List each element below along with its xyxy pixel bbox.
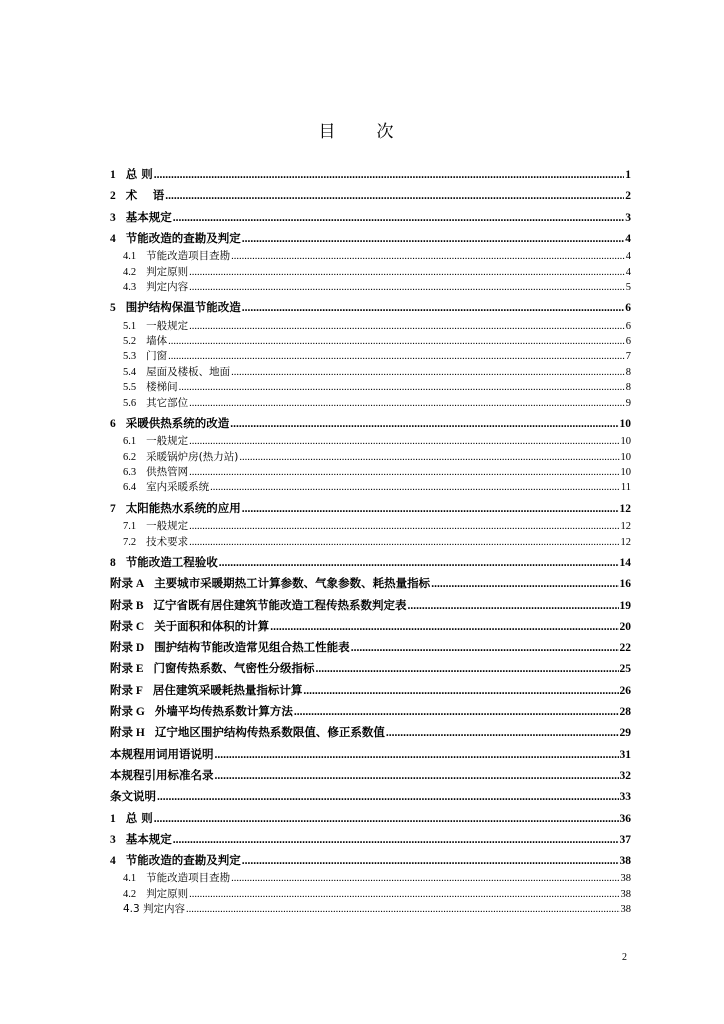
toc-entry-title: 太阳能热水系统的应用 [125, 500, 241, 515]
dot-leader [189, 887, 619, 902]
toc-entry-page: 12 [620, 536, 631, 548]
toc-entry-number: 4.2 [123, 888, 137, 900]
dot-leader [189, 319, 625, 334]
toc-entry-page: 22 [619, 642, 631, 655]
toc-entry-number: 4 [110, 855, 116, 868]
toc-entry[interactable] [110, 297, 631, 318]
toc-entry[interactable] [110, 164, 631, 185]
toc-entry-page: 33 [619, 791, 631, 804]
toc-entry-page: 19 [619, 599, 631, 612]
toc-entry[interactable] [110, 850, 631, 871]
toc-entry-page: 1 [625, 169, 631, 181]
toc-entry-number: 4.3 [123, 281, 137, 293]
toc-entry[interactable] [110, 573, 631, 594]
toc-entry[interactable] [110, 249, 631, 264]
toc-entry-page: 38 [620, 904, 631, 916]
toc-entry[interactable] [110, 334, 631, 349]
toc-entry-title: 辽宁省既有居住建筑节能改造工程传热系数判定表 [153, 597, 407, 612]
toc-entry-title: 判定原则 [146, 887, 189, 900]
toc-entry[interactable] [110, 616, 631, 637]
toc-entry[interactable] [110, 552, 631, 573]
dot-leader [189, 465, 619, 480]
toc-entry-title: 节能改造项目查勘 [146, 250, 231, 263]
toc-entry-number: 2 [110, 190, 116, 203]
toc-entry-title: 居住建筑采暖耗热量指标计算 [152, 682, 303, 697]
toc-entry-title: 判定原则 [146, 265, 189, 278]
toc-entry[interactable] [110, 434, 631, 449]
dot-leader [215, 745, 619, 765]
toc-entry-page: 10 [620, 451, 631, 463]
toc-entry-page: 14 [619, 556, 631, 569]
toc-entry-number: 1 [110, 169, 116, 181]
toc-entry-number: 5.6 [123, 397, 137, 409]
toc-entry-title: 其它部位 [146, 396, 189, 409]
toc-entry-title: 技术要求 [146, 535, 189, 548]
toc-entry-title: 屋面及楼板、地面 [146, 365, 231, 378]
toc-entry-page: 29 [619, 727, 631, 740]
toc-entry-number: 7 [110, 502, 116, 515]
toc-entry-number: 6.2 [123, 451, 137, 463]
toc-entry-title: 总 则 [125, 810, 153, 825]
dot-leader [270, 617, 618, 637]
toc-entry-title: 基本规定 [125, 209, 172, 224]
toc-entry-title: 条文说明 [110, 789, 156, 804]
dot-leader [231, 365, 625, 380]
toc-entry[interactable] [110, 765, 631, 786]
toc-entry-page: 37 [619, 833, 631, 846]
toc-entry[interactable] [110, 535, 631, 550]
toc-entry[interactable] [110, 808, 631, 829]
dot-leader [189, 434, 619, 449]
toc-entry-page: 16 [619, 578, 631, 591]
dot-leader [189, 280, 625, 295]
toc-entry[interactable] [110, 465, 631, 480]
dot-leader [173, 208, 625, 228]
dot-leader [154, 809, 619, 829]
toc-entry-title: 围护结构保温节能改造 [125, 300, 241, 315]
dot-leader [215, 766, 619, 786]
toc-entry[interactable] [110, 228, 631, 249]
toc-entry-title: 节能改造项目查勘 [146, 872, 231, 885]
toc-entry-page: 3 [625, 211, 631, 224]
toc-entry-title: 一般规定 [146, 319, 189, 332]
dot-leader [408, 596, 619, 616]
toc-entry[interactable] [110, 519, 631, 534]
toc-entry-number: 附录 C [110, 620, 145, 633]
toc-entry[interactable] [110, 902, 631, 917]
toc-entry-number: 4.1 [123, 873, 137, 885]
toc-entry-number: 5 [110, 302, 116, 315]
dot-leader [165, 186, 624, 206]
toc-entry[interactable] [110, 637, 631, 658]
toc-entry-title: 总 则 [125, 167, 153, 181]
toc-entry-title: 围护结构节能改造常见组合热工性能表 [154, 640, 350, 655]
dot-leader [239, 450, 619, 465]
toc-entry-number: 3 [110, 211, 116, 224]
toc-entry-page: 5 [625, 281, 631, 293]
toc-entry-page: 6 [625, 302, 631, 315]
toc-entry-page: 25 [619, 663, 631, 676]
toc-entry-number: 6 [110, 418, 116, 430]
dot-leader [189, 535, 619, 550]
toc-entry[interactable] [110, 365, 631, 380]
dot-leader [210, 480, 620, 495]
toc-entry-number: 7.2 [123, 536, 137, 548]
dot-leader [154, 165, 624, 185]
table-of-contents [110, 164, 631, 918]
dot-leader [168, 349, 625, 364]
toc-entry-title: 采暖锅炉房(热力站) [146, 450, 239, 463]
toc-entry-number: 附录 H [110, 727, 145, 740]
dot-leader [303, 681, 618, 701]
toc-entry-title: 节能改造工程验收 [125, 554, 218, 569]
dot-leader [386, 723, 619, 743]
toc-entry-number: 4.2 [123, 266, 137, 278]
toc-entry-title: 墙体 [146, 335, 168, 348]
toc-entry[interactable] [110, 871, 631, 886]
toc-entry-title: 室内采暖系统 [146, 481, 210, 494]
toc-entry-page: 8 [625, 382, 631, 394]
dot-leader [157, 787, 619, 807]
dot-leader [351, 638, 619, 658]
toc-entry[interactable] [110, 380, 631, 395]
page-number: 2 [622, 952, 627, 963]
toc-entry-number: 6.1 [123, 436, 137, 448]
dot-leader [231, 871, 619, 886]
dot-leader [230, 414, 618, 434]
toc-entry-page: 4 [625, 266, 631, 278]
dot-leader [186, 902, 619, 917]
toc-entry-title: 楼梯间 [146, 381, 178, 394]
toc-entry[interactable] [110, 744, 631, 765]
toc-entry[interactable] [110, 658, 631, 679]
toc-entry-page: 38 [619, 855, 631, 868]
toc-entry-title: 门窗 [146, 350, 168, 363]
toc-entry-title: 一般规定 [146, 435, 189, 448]
dot-leader [173, 830, 619, 850]
toc-entry-number: 5.2 [123, 336, 137, 348]
toc-entry-page: 10 [619, 418, 631, 430]
dot-leader [242, 499, 619, 519]
toc-entry-page: 7 [625, 351, 631, 363]
page-title: 目 次 [318, 122, 406, 142]
toc-entry[interactable] [110, 786, 631, 807]
toc-entry-page: 12 [620, 521, 631, 533]
toc-entry-page: 10 [620, 467, 631, 479]
toc-entry-title: 基本规定 [125, 831, 172, 846]
toc-entry-number: 6.3 [123, 467, 137, 479]
toc-entry-title: 关于面积和体积的计算 [154, 618, 270, 633]
toc-entry[interactable] [110, 349, 631, 364]
dot-leader [294, 702, 619, 722]
dot-leader [231, 249, 625, 264]
toc-entry-title: 判定内容 [146, 280, 189, 293]
toc-entry[interactable] [110, 701, 631, 722]
toc-entry-page: 10 [620, 436, 631, 448]
toc-entry-page: 32 [619, 769, 631, 782]
toc-entry[interactable] [110, 595, 631, 616]
toc-entry-title: 辽宁地区围护结构传热系数限值、修正系数值 [154, 725, 385, 740]
dot-leader [242, 851, 619, 871]
toc-entry[interactable] [110, 450, 631, 465]
toc-entry-number: 5.3 [123, 351, 137, 363]
toc-entry[interactable] [110, 319, 631, 334]
toc-entry-page: 8 [625, 366, 631, 378]
toc-entry[interactable] [110, 280, 631, 295]
toc-entry-number: 5.5 [123, 382, 137, 394]
toc-entry-number: 附录 F [110, 684, 143, 697]
toc-entry-page: 11 [620, 482, 631, 494]
toc-entry[interactable] [110, 498, 631, 519]
toc-entry-number: 5.4 [123, 366, 137, 378]
toc-entry-page: 28 [619, 706, 631, 719]
toc-entry-title: 术 语 [125, 188, 165, 203]
toc-entry-number: 附录 D [110, 642, 145, 655]
toc-entry-number: 4 [110, 232, 116, 245]
dot-leader [189, 519, 619, 534]
toc-entry-number: 7.1 [123, 521, 137, 533]
toc-entry-page: 6 [625, 320, 631, 332]
toc-entry[interactable] [110, 207, 631, 228]
toc-entry-title: 本规程引用标准名录 [110, 767, 214, 782]
toc-entry[interactable] [110, 185, 631, 206]
toc-entry[interactable] [110, 413, 631, 434]
toc-entry[interactable] [110, 265, 631, 280]
toc-entry[interactable] [110, 680, 631, 701]
toc-entry-page: 38 [620, 873, 631, 885]
dot-leader [242, 298, 625, 318]
toc-entry[interactable] [110, 480, 631, 495]
dot-leader [168, 334, 625, 349]
toc-entry-page: 4 [625, 232, 631, 245]
toc-entry-title: 节能改造的查勘及判定 [125, 853, 241, 868]
dot-leader [242, 229, 625, 249]
toc-entry-page: 26 [619, 684, 631, 697]
toc-entry-title: 一般规定 [146, 520, 189, 533]
toc-entry-title: 本规程用词用语说明 [110, 746, 214, 761]
toc-entry-title: 采暖供热系统的改造 [125, 416, 230, 430]
toc-entry-page: 12 [619, 502, 631, 515]
toc-entry-page: 20 [619, 620, 631, 633]
toc-entry-number: 1 [110, 812, 116, 825]
toc-entry-title: 主要城市采暖期热工计算参数、气象参数、耗热量指标 [154, 576, 431, 591]
toc-entry-number: 附录 E [110, 663, 144, 676]
toc-entry-number: 附录 A [110, 578, 145, 591]
dot-leader [219, 553, 619, 573]
toc-entry-title: 外墙平均传热系数计算方法 [154, 704, 293, 719]
toc-entry[interactable] [110, 887, 631, 902]
toc-entry-page: 6 [625, 336, 631, 348]
toc-entry-title: 4.3 判定内容 [123, 903, 186, 916]
dot-leader [179, 380, 625, 395]
toc-entry-page: 36 [619, 812, 631, 825]
toc-entry-number: 附录 B [110, 599, 144, 612]
toc-entry-number: 6.4 [123, 482, 137, 494]
toc-entry[interactable] [110, 396, 631, 411]
toc-entry-page: 4 [625, 251, 631, 263]
toc-entry-number: 4.1 [123, 251, 137, 263]
toc-entry-page: 31 [619, 748, 631, 761]
dot-leader [189, 265, 625, 280]
toc-entry-title: 门窗传热系数、气密性分级指标 [153, 661, 315, 676]
toc-entry-number: 5.1 [123, 320, 137, 332]
toc-entry[interactable] [110, 722, 631, 743]
dot-leader [316, 659, 619, 679]
toc-entry-number: 3 [110, 833, 116, 846]
toc-entry-page: 2 [625, 190, 631, 203]
dot-leader [431, 574, 618, 594]
toc-entry[interactable] [110, 829, 631, 850]
toc-entry-title: 供热管网 [146, 466, 189, 479]
toc-entry-title: 节能改造的查勘及判定 [125, 230, 241, 245]
toc-entry-number: 8 [110, 556, 116, 569]
dot-leader [189, 396, 625, 411]
toc-entry-page: 9 [625, 397, 631, 409]
toc-entry-number: 附录 G [110, 706, 145, 719]
toc-entry-page: 38 [620, 888, 631, 900]
